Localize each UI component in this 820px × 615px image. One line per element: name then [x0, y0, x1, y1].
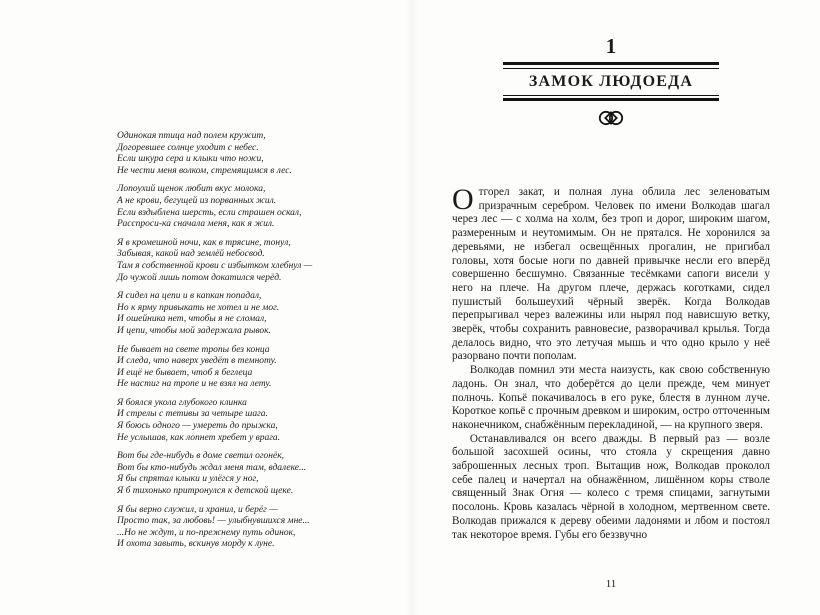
poem-line: Расспроси-ка сначала меня, как я жил. — [117, 219, 275, 230]
poem-line: Я в кромешной ночи, как в трясине, тонул, — [117, 237, 291, 248]
poem-line: Я боялся укола глубокого клинка — [117, 397, 247, 408]
poem-stanza — [117, 131, 367, 177]
poem-line: Я бы спрятал клыки и улёгся у ног, — [117, 474, 259, 485]
poem-line: Догоревшее солнце уходит с небес. — [117, 142, 259, 153]
poem-stanza — [117, 345, 367, 391]
poem-line: И ошейника нет, чтобы я не сломал, — [117, 314, 267, 325]
poem-line: Просто так, за любовь! — улыбнувшихся мне... — [117, 516, 310, 527]
poem-stanza — [117, 505, 367, 551]
poem-line: А не крови, бегущей из порванных жил. — [117, 195, 277, 206]
drop-cap: О — [452, 183, 474, 216]
poem-line: Я боюсь одного — умереть до прыжка, — [117, 421, 278, 432]
chapter-title: ЗАМОК ЛЮДОЕДА — [528, 72, 694, 90]
page-number: 11 — [605, 578, 617, 590]
poem-line: И стрелы с тетивы за четыре шага. — [117, 409, 268, 420]
poem-line: Я б тихонько притронулся к детской щеке. — [117, 486, 294, 497]
poem-stanza — [117, 398, 367, 444]
poem-line: До чужой лишь потом докатился черёд. — [117, 272, 282, 283]
poem-line: Вот бы кто-нибудь ждал меня там, вдалеке... — [117, 462, 307, 473]
poem-line: Лопоухий щенок любит вкус молока, — [117, 184, 266, 195]
poem-line: Я бы верно служил, и хранил, и берёг — — [117, 504, 278, 515]
paragraph-text: тгорел закат, и полная луна облила лес зеленоватым призрачным серебром. Человек по имени Волкодав шагал через лес — с холма на холм, без троп и дорог, широким шагом, размеренным и неутомимым. Он не прятался. Не хоронился за деревьями, не избегал освещённых прогалин, не пригибал головы, хотя босые ноги по давней привычке несли его вперёд совершенно бесшумно. Связанные тесёмками сапоги висели у него на плече. На другом плече, держась коготками, сидел пушистый большеухий чёрный зверёк. Когда Волкодав перепрыгивал через валежины или нырял под нависшую ветку, зверёк, чтобы сохранить равновесие, разворачивал крылья. Тогда делалось видно, что это летучая мышь и что одно крыло у неё разорвано почти пополам. — [452, 186, 770, 363]
poem-line: Там я собственной крови с избытком хлебнул — — [117, 260, 313, 271]
poem-line: И следа, что наверх уведёт в темноту. — [117, 356, 277, 367]
chapter-number: 1 — [605, 34, 617, 58]
poem-line: Не чести меня волком, стремящимся в лес. — [117, 165, 292, 176]
poem-stanza — [117, 451, 367, 497]
poem-line: И ещё не бывает, чтоб я беглеца — [117, 367, 253, 378]
paragraph: Останавливался он всего дважды. В первый раз — возле большой засохшей осины, что стояла у скрещения давно заброшенных лесных троп. Вытащив нож, Волкодав проколол себе палец и начертал на обнажённом, лишённом коры стволе священный Знак Огня — колесо с тремя спицами, загнутыми посолонь. Кровь казалась чёрной в холодном, мертвенном свете. Волкодав прижался к дереву обеими ладонями и лбом и постоял так некоторое время. Губы его беззвучно — [452, 432, 770, 541]
chapter-rule-top — [503, 62, 719, 69]
poem-line: Не настиг на тропе и не взял на лету. — [117, 379, 272, 390]
poem-line: И цепи, чтобы мой задержала рывок. — [117, 325, 271, 336]
poem-stanza — [117, 184, 367, 230]
paragraph — [452, 183, 770, 364]
poem-line: Не бывает на свете тропы без конца — [117, 344, 270, 355]
poem-line: Одинокая птица над полем кружит, — [117, 131, 266, 141]
poem-line: Вот бы где-нибудь в доме светил огонёк, — [117, 451, 285, 462]
page-gutter — [405, 0, 419, 615]
celtic-knot-icon — [594, 108, 628, 128]
chapter-header — [452, 34, 770, 128]
poem-line: ...Но не ждут, и по-прежнему путь одинок, — [117, 527, 296, 538]
paragraph: Волкодав помнил эти места наизусть, как свою собственную ладонь. Он знал, что доберётся до цели прежде, чем минует полночь. Копьё покачивалось в его руке, блестя в лунном луче. Короткое копьё с прочным древком и широким, остро отточенным наконечником, снабжённым перекладиной, — на крупного зверя. — [452, 364, 770, 431]
poem-line: Я сидел на цепи и в капкан попадал, — [117, 291, 262, 302]
poem-stanza — [117, 291, 367, 337]
chapter-body — [452, 183, 770, 542]
poem-line: Если вздыблена шерсть, если страшен оскал, — [117, 207, 302, 218]
poem-line: И охота завыть, вскинув морду к луне. — [117, 539, 275, 550]
poem-line: Забывая, какой над землёй небосвод. — [117, 249, 265, 260]
poem-line: Не услышав, как лопнет хребет у врага. — [117, 432, 281, 443]
poem-line: Но к ярму привыкать не хотел и не мог. — [117, 302, 280, 313]
poem-stanza — [117, 238, 367, 284]
chapter-rule-bottom — [503, 95, 719, 102]
poem-line: Если шкура сера и клыки что ножи, — [117, 154, 264, 165]
epigraph-poem — [117, 131, 367, 558]
